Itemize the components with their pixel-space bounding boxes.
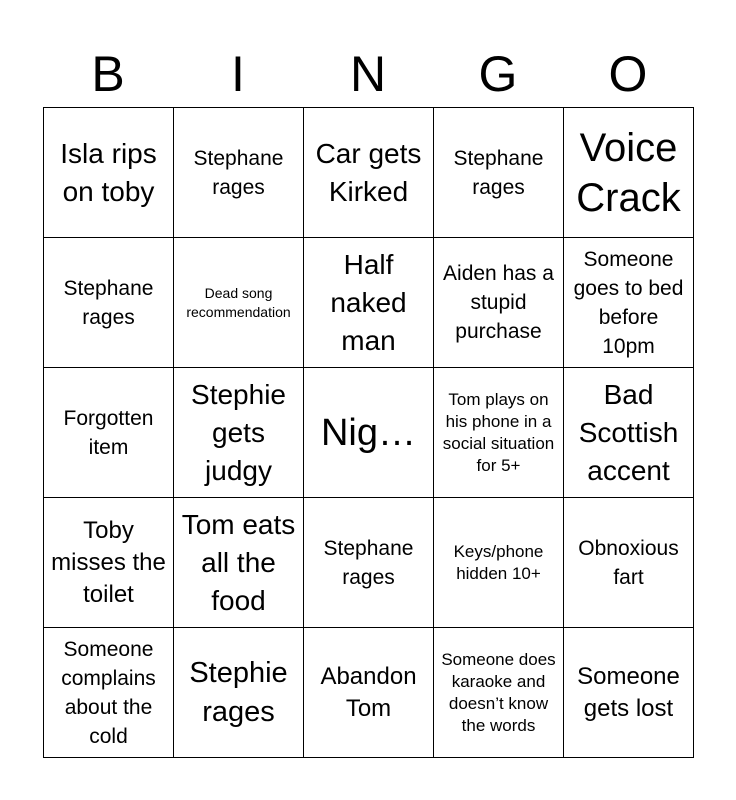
cell-text: Someone gets lost (577, 662, 680, 722)
bingo-cell[interactable] (304, 108, 434, 238)
bingo-cell[interactable] (434, 628, 564, 758)
bingo-cell[interactable] (434, 108, 564, 238)
cell-text: Voice Crack (576, 125, 681, 220)
cell-text: Someone complains about the cold (61, 637, 156, 748)
bingo-cell[interactable] (434, 238, 564, 368)
bingo-cell[interactable] (434, 368, 564, 498)
bingo-cell[interactable] (174, 628, 304, 758)
header-letter-i: I (231, 46, 245, 102)
bingo-cell[interactable] (44, 628, 174, 758)
header-letter-g: G (478, 46, 518, 102)
header-letter-b: B (91, 46, 125, 102)
cell-text: Stephie gets judgy (191, 378, 286, 486)
bingo-cell[interactable] (564, 238, 694, 368)
bingo-cell[interactable] (174, 368, 304, 498)
bingo-cell[interactable] (434, 498, 564, 628)
cell-text: Nig… (320, 411, 417, 454)
cell-text: Obnoxious fart (578, 536, 679, 589)
bingo-cell[interactable] (304, 238, 434, 368)
cell-text: Stephane rages (453, 146, 544, 199)
cell-text: Someone goes to bed before 10pm (573, 247, 684, 358)
cell-text: Dead song recommendation (186, 284, 291, 320)
header-letter-n: N (349, 46, 387, 102)
cell-text: Stephane rages (63, 276, 154, 329)
bingo-cell[interactable] (44, 368, 174, 498)
cell-text: Stephie rages (189, 656, 288, 728)
cell-text: Half naked man (330, 248, 407, 356)
cell-text: Tom eats all the food (181, 508, 296, 616)
cell-text: Bad Scottish accent (578, 378, 679, 486)
cell-text: Stephane rages (193, 146, 284, 199)
header-letter-o: O (608, 46, 648, 102)
bingo-cell[interactable] (564, 628, 694, 758)
cell-text: Car gets Kirked (315, 137, 422, 207)
cell-text: Forgotten item (63, 406, 154, 459)
bingo-cell[interactable] (44, 108, 174, 238)
bingo-cell[interactable] (174, 238, 304, 368)
cell-text: Stephane rages (323, 536, 414, 589)
cell-text: Aiden has a stupid purchase (443, 262, 554, 343)
bingo-cell[interactable] (564, 108, 694, 238)
cell-text: Isla rips on toby (60, 137, 157, 207)
cell-text: Toby misses the toilet (51, 516, 166, 608)
bingo-cell[interactable] (44, 498, 174, 628)
bingo-cell[interactable] (44, 238, 174, 368)
bingo-cell[interactable] (174, 498, 304, 628)
bingo-grid (43, 107, 694, 758)
bingo-cell[interactable] (564, 368, 694, 498)
bingo-cell[interactable] (564, 498, 694, 628)
bingo-cell[interactable] (304, 628, 434, 758)
cell-text: Abandon Tom (320, 662, 417, 722)
cell-text: Someone does karaoke and doesn’t know the words (441, 649, 556, 735)
bingo-cell[interactable] (304, 498, 434, 628)
bingo-cell[interactable] (174, 108, 304, 238)
cell-text: Tom plays on his phone in a social situation for 5+ (442, 389, 555, 475)
cell-text: Keys/phone hidden 10+ (453, 541, 544, 583)
bingo-header (43, 40, 693, 108)
bingo-cell[interactable] (304, 368, 434, 498)
